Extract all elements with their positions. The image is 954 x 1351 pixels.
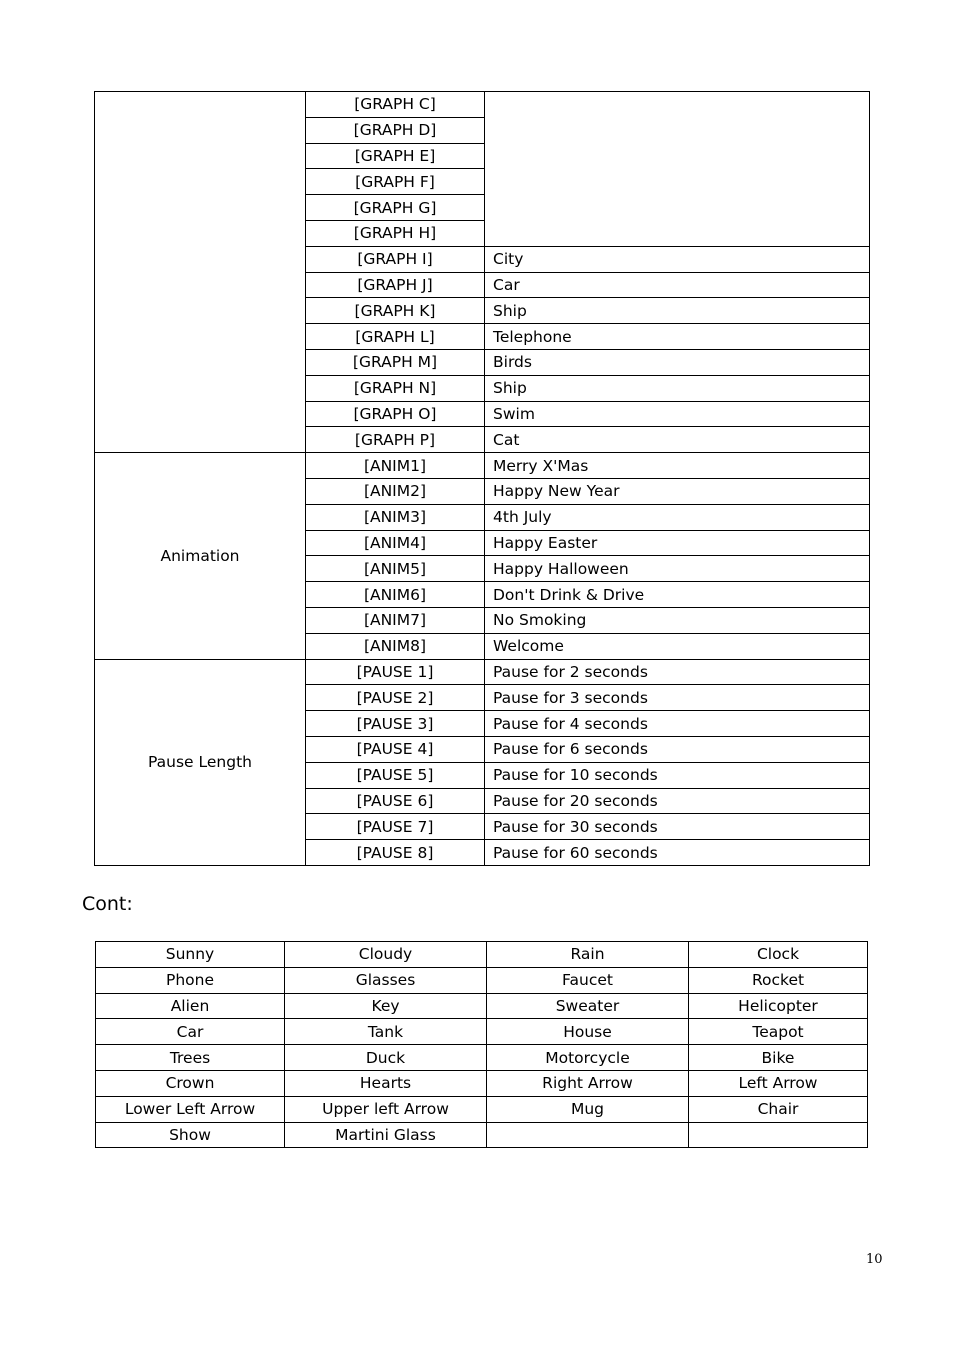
code-cell: [GRAPH N] <box>306 375 485 401</box>
table-row <box>96 942 868 968</box>
description-cell: Happy Halloween <box>485 556 870 582</box>
code-cell: [GRAPH D] <box>306 117 485 143</box>
code-cell: [GRAPH M] <box>306 349 485 375</box>
description-cell: 4th July <box>485 504 870 530</box>
code-cell: [GRAPH G] <box>306 195 485 221</box>
group-label-cell: Animation <box>95 453 306 659</box>
code-cell: [GRAPH O] <box>306 401 485 427</box>
icon-name-cell: Sunny <box>96 942 285 968</box>
icon-name-cell: Rain <box>487 942 689 968</box>
icon-name-cell: Lower Left Arrow <box>96 1096 285 1122</box>
code-cell: [ANIM4] <box>306 530 485 556</box>
icon-name-cell: Car <box>96 1019 285 1045</box>
code-cell: [PAUSE 3] <box>306 711 485 737</box>
icon-name-cell: Phone <box>96 967 285 993</box>
code-cell: [ANIM8] <box>306 633 485 659</box>
icon-name-cell: Duck <box>285 1045 487 1071</box>
icon-name-cell: Tank <box>285 1019 487 1045</box>
description-cell: Pause for 30 seconds <box>485 814 870 840</box>
icon-name-cell: Clock <box>689 942 868 968</box>
description-cell: Welcome <box>485 633 870 659</box>
code-cell: [PAUSE 1] <box>306 659 485 685</box>
description-cell: Happy Easter <box>485 530 870 556</box>
icon-name-cell: Motorcycle <box>487 1045 689 1071</box>
code-cell: [PAUSE 5] <box>306 762 485 788</box>
table-row <box>95 453 870 479</box>
description-cell: Car <box>485 272 870 298</box>
code-cell: [GRAPH F] <box>306 169 485 195</box>
code-cell: [ANIM5] <box>306 556 485 582</box>
icon-name-cell: Bike <box>689 1045 868 1071</box>
icon-name-cell: Show <box>96 1122 285 1148</box>
code-cell: [PAUSE 4] <box>306 736 485 762</box>
icon-name-cell: Rocket <box>689 967 868 993</box>
icon-name-cell <box>689 1122 868 1148</box>
icon-name-cell: Upper left Arrow <box>285 1096 487 1122</box>
table-row <box>96 1122 868 1148</box>
code-cell: [ANIM3] <box>306 504 485 530</box>
description-cell: Birds <box>485 349 870 375</box>
code-cell: [GRAPH P] <box>306 427 485 453</box>
code-cell: [PAUSE 7] <box>306 814 485 840</box>
table-row <box>96 1070 868 1096</box>
icon-name-cell: House <box>487 1019 689 1045</box>
icon-name-cell: Martini Glass <box>285 1122 487 1148</box>
code-cell: [GRAPH E] <box>306 143 485 169</box>
icon-name-cell: Teapot <box>689 1019 868 1045</box>
icon-name-cell: Alien <box>96 993 285 1019</box>
code-cell: [PAUSE 8] <box>306 840 485 866</box>
table-row <box>96 1019 868 1045</box>
codes-table <box>94 91 870 866</box>
description-cell: Pause for 6 seconds <box>485 736 870 762</box>
description-cell: Ship <box>485 298 870 324</box>
icon-name-cell <box>487 1122 689 1148</box>
description-cell: Happy New Year <box>485 478 870 504</box>
icon-name-cell: Crown <box>96 1070 285 1096</box>
description-cell: Don't Drink & Drive <box>485 582 870 608</box>
description-cell <box>485 92 870 247</box>
code-cell: [GRAPH C] <box>306 92 485 118</box>
description-cell: Ship <box>485 375 870 401</box>
code-cell: [ANIM2] <box>306 478 485 504</box>
icon-name-cell: Mug <box>487 1096 689 1122</box>
icon-name-cell: Helicopter <box>689 993 868 1019</box>
code-cell: [ANIM1] <box>306 453 485 479</box>
description-cell: Pause for 10 seconds <box>485 762 870 788</box>
description-cell: Pause for 3 seconds <box>485 685 870 711</box>
table-row <box>96 1096 868 1122</box>
code-cell: [GRAPH H] <box>306 220 485 246</box>
group-label-cell <box>95 92 306 453</box>
description-cell: City <box>485 246 870 272</box>
code-cell: [GRAPH J] <box>306 272 485 298</box>
table-row <box>96 967 868 993</box>
code-cell: [GRAPH K] <box>306 298 485 324</box>
code-cell: [GRAPH L] <box>306 324 485 350</box>
code-cell: [ANIM7] <box>306 607 485 633</box>
icon-name-cell: Cloudy <box>285 942 487 968</box>
description-cell: Pause for 20 seconds <box>485 788 870 814</box>
icon-name-cell: Key <box>285 993 487 1019</box>
description-cell: Telephone <box>485 324 870 350</box>
description-cell: No Smoking <box>485 607 870 633</box>
table-row <box>95 92 870 118</box>
page-number: 10 <box>866 1252 883 1267</box>
table-row <box>95 659 870 685</box>
icon-name-cell: Right Arrow <box>487 1070 689 1096</box>
icon-name-cell: Chair <box>689 1096 868 1122</box>
icon-name-cell: Sweater <box>487 993 689 1019</box>
group-label-cell: Pause Length <box>95 659 306 865</box>
table-row <box>96 993 868 1019</box>
icon-name-cell: Glasses <box>285 967 487 993</box>
description-cell: Pause for 4 seconds <box>485 711 870 737</box>
description-cell: Swim <box>485 401 870 427</box>
code-cell: [ANIM6] <box>306 582 485 608</box>
code-cell: [PAUSE 6] <box>306 788 485 814</box>
description-cell: Merry X'Mas <box>485 453 870 479</box>
description-cell: Pause for 2 seconds <box>485 659 870 685</box>
icon-name-cell: Faucet <box>487 967 689 993</box>
icon-name-cell: Trees <box>96 1045 285 1071</box>
cont-heading: Cont: <box>82 893 133 915</box>
description-cell: Cat <box>485 427 870 453</box>
icon-name-cell: Left Arrow <box>689 1070 868 1096</box>
table-row <box>96 1045 868 1071</box>
icon-name-cell: Hearts <box>285 1070 487 1096</box>
code-cell: [GRAPH I] <box>306 246 485 272</box>
code-cell: [PAUSE 2] <box>306 685 485 711</box>
icons-table <box>95 941 868 1148</box>
description-cell: Pause for 60 seconds <box>485 840 870 866</box>
